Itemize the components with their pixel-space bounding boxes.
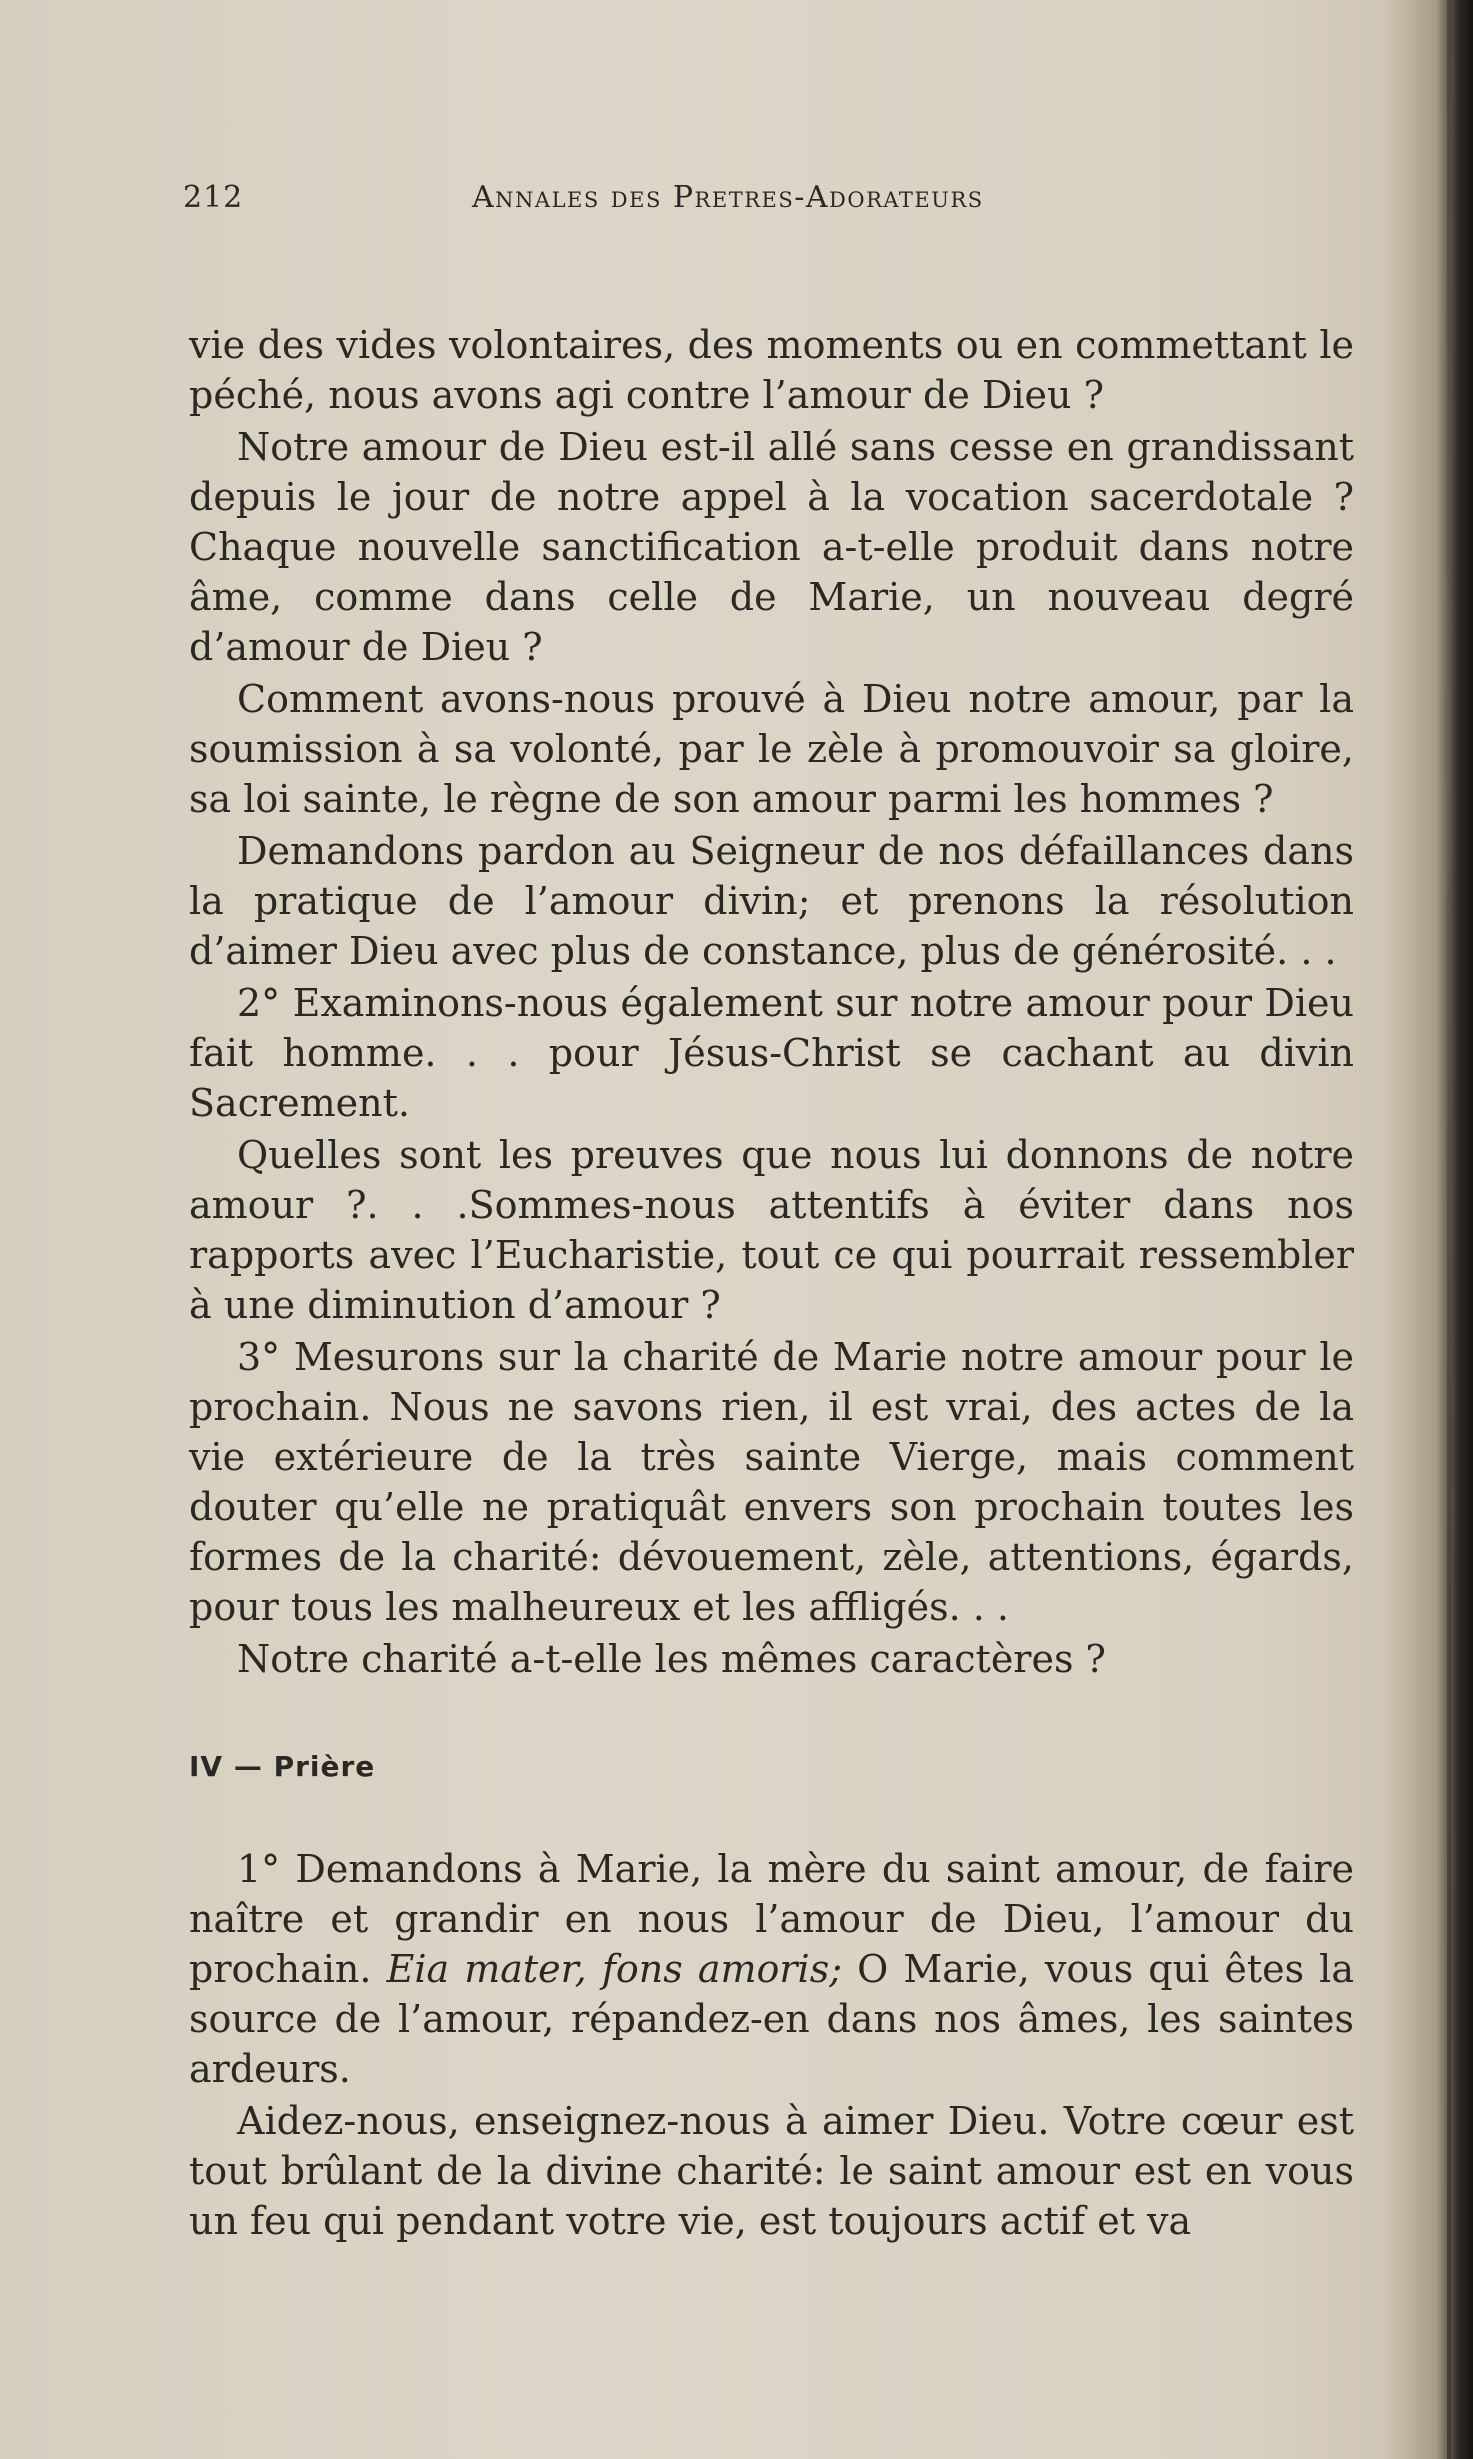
page-spine-shadow: [1447, 0, 1451, 2459]
paragraph: Notre charité a-t-elle les mêmes caractères ?: [237, 1637, 1106, 1681]
paragraph: Comment avons-nous prouvé à Dieu notre amour, par la soumission à sa volonté, par le zèle à promouvoir sa gloire, sa loi sainte, le règne de son amour parmi les hommes ?: [189, 677, 1354, 821]
section-heading: IV — Prière: [189, 1750, 376, 1783]
paragraph: Aidez-nous, enseignez-nous à aimer Dieu. Votre cœur est tout brûlant de la divine charité: le saint amour est en vous un feu qui pendant votre vie, est toujours actif et va: [189, 2099, 1354, 2243]
paragraph: Quelles sont les preuves que nous lui donnons de notre amour ?. . .Sommes-nous attentifs à éviter dans nos rapports avec l’Eucharistie, tout ce qui pourrait ressembler à une diminution d’amour ?: [189, 1133, 1354, 1327]
paragraph-text: O Marie, vous qui êtes la source de l’amour, répandez-en dans nos âmes, les saintes ardeurs.: [189, 1947, 1354, 2091]
paragraph: 3° Mesurons sur la charité de Marie notre amour pour le prochain. Nous ne savons rien, il est vrai, des actes de la vie extérieure de la très sainte Vierge, mais comment douter qu’elle ne pratiquât envers son prochain toutes les formes de la charité: dévouement, zèle, attentions, égards, pour tous les malheureux et les affligés. . .: [189, 1335, 1354, 1629]
running-title: Annales des Pretres-Adorateurs: [472, 180, 984, 215]
paragraph: Demandons pardon au Seigneur de nos défaillances dans la pratique de l’amour divin; et prenons la résolution d’aimer Dieu avec plus de constance, plus de générosité. . .: [189, 829, 1354, 973]
paragraph: vie des vides volontaires, des moments ou en commettant le péché, nous avons agi contre l’amour de Dieu ?: [189, 323, 1354, 417]
paragraph: Notre amour de Dieu est-il allé sans cesse en grandissant depuis le jour de notre appel à la vocation sacerdotale ? Chaque nouvelle sanctification a-t-elle produit dans notre âme, comme dans celle de Marie, un nouveau degré d’amour de Dieu ?: [189, 425, 1354, 669]
paragraph: 2° Examinons-nous également sur notre amour pour Dieu fait homme. . . pour Jésus-Christ se cachant au divin Sacrement.: [189, 981, 1354, 1125]
page-header: [183, 180, 1363, 230]
page-number: 212: [183, 180, 244, 215]
paragraph-text: 1° Demandons à Marie, la mère du saint amour, de faire naître et grandir en nous l’amour de Dieu, l’amour du prochain.: [189, 1847, 1354, 1991]
paragraph: [189, 1844, 1354, 2094]
body-text: [189, 320, 1354, 2248]
latin-phrase: Eia mater, fons amoris;: [386, 1947, 843, 1991]
